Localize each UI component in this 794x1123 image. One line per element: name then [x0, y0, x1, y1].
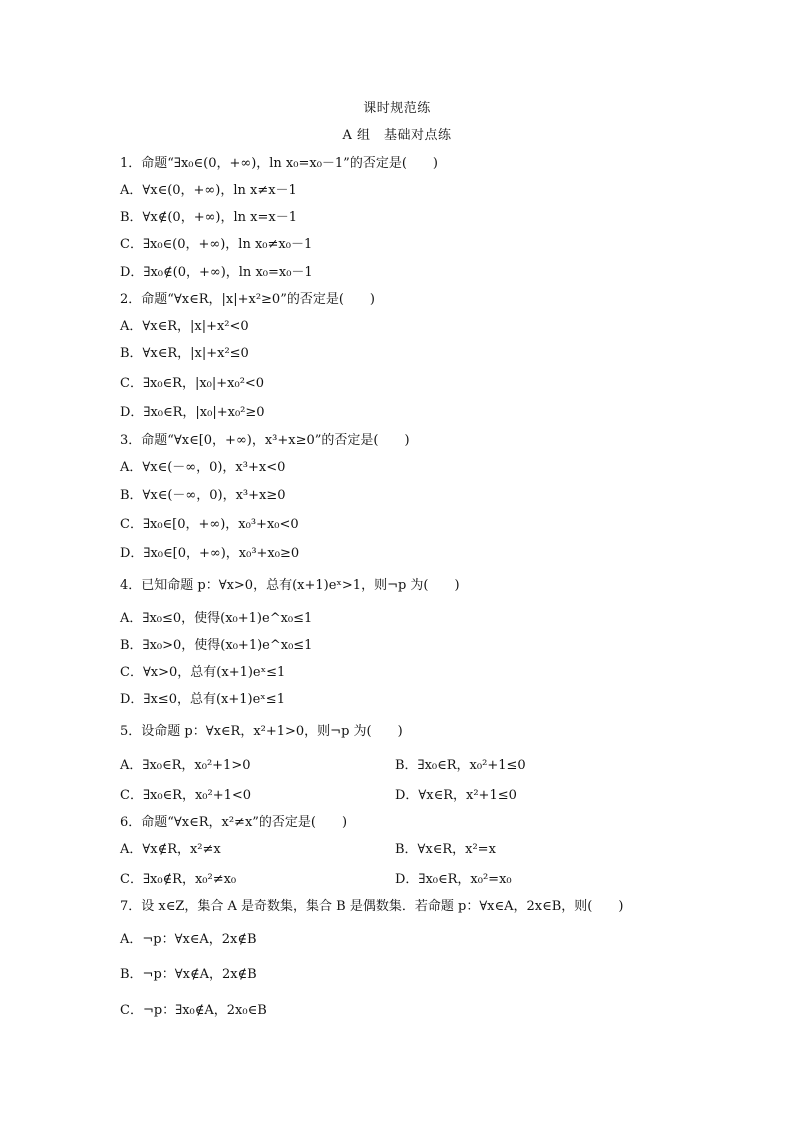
question-1-option-c: C．∃x₀∈(0，+∞)，ln x₀≠x₀－1 — [120, 237, 313, 252]
question-3-option-b: B．∀x∈(－∞，0)，x³+x≥0 — [120, 488, 286, 503]
question-3-stem: 3．命题“∀x∈[0，+∞)，x³+x≥0”的否定是( ) — [120, 433, 410, 448]
question-6-option-b: B．∀x∈R，x²=x — [395, 842, 496, 857]
question-3-option-a: A．∀x∈(－∞，0)，x³+x<0 — [120, 460, 286, 475]
question-5-option-d: D．∀x∈R，x²+1≤0 — [395, 788, 517, 803]
question-1-option-a: A．∀x∈(0，+∞)，ln x≠x－1 — [120, 183, 297, 198]
question-1-stem: 1．命题“∃x₀∈(0，+∞)，ln x₀=x₀－1”的否定是( ) — [120, 156, 438, 171]
question-5-option-b: B．∃x₀∈R，x₀²+1≤0 — [395, 758, 526, 773]
question-2-stem: 2．命题“∀x∈R，|x|+x²≥0”的否定是( ) — [120, 292, 375, 307]
question-7-option-b: B．¬p：∀x∉A，2x∉B — [120, 967, 257, 982]
question-3-option-d: D．∃x₀∈[0，+∞)，x₀³+x₀≥0 — [120, 546, 300, 561]
question-1-option-b: B．∀x∉(0，+∞)，ln x=x－1 — [120, 210, 297, 225]
question-2-option-b: B．∀x∈R，|x|+x²≤0 — [120, 346, 249, 361]
question-2-option-a: A．∀x∈R，|x|+x²<0 — [120, 319, 249, 334]
page-title: 课时规范练 — [363, 101, 431, 116]
question-4-option-c: C．∀x>0，总有(x+1)eˣ≤1 — [120, 665, 286, 680]
question-5-option-c: C．∃x₀∈R，x₀²+1<0 — [120, 788, 252, 803]
question-6-option-c: C．∃x₀∉R，x₀²≠x₀ — [120, 872, 237, 887]
question-2-option-d: D．∃x₀∈R，|x₀|+x₀²≥0 — [120, 405, 265, 420]
question-7-stem: 7．设 x∈Z，集合 A 是奇数集，集合 B 是偶数集．若命题 p：∀x∈A，2x∈B，则( ) — [120, 899, 624, 914]
question-4-option-a: A．∃x₀≤0，使得(x₀+1)e^x₀≤1 — [120, 611, 313, 626]
question-2-option-c: C．∃x₀∈R，|x₀|+x₀²<0 — [120, 376, 265, 391]
section-subtitle: A 组 基础对点练 — [342, 128, 452, 143]
question-1-option-d: D．∃x₀∉(0，+∞)，ln x₀=x₀－1 — [120, 265, 313, 280]
question-7-option-a: A．¬p：∀x∈A，2x∉B — [120, 932, 257, 947]
question-4-stem: 4．已知命题 p：∀x>0，总有(x+1)eˣ>1，则¬p 为( ) — [120, 578, 460, 593]
question-4-option-b: B．∃x₀>0，使得(x₀+1)e^x₀≤1 — [120, 638, 313, 653]
question-5-option-a: A．∃x₀∈R，x₀²+1>0 — [120, 758, 251, 773]
question-6-option-d: D．∃x₀∈R，x₀²=x₀ — [395, 872, 512, 887]
question-5-stem: 5．设命题 p：∀x∈R，x²+1>0，则¬p 为( ) — [120, 724, 403, 739]
question-6-option-a: A．∀x∉R，x²≠x — [120, 842, 221, 857]
question-6-stem: 6．命题“∀x∈R，x²≠x”的否定是( ) — [120, 815, 348, 830]
question-7-option-c: C．¬p：∃x₀∉A，2x₀∈B — [120, 1003, 267, 1018]
question-3-option-c: C．∃x₀∈[0，+∞)，x₀³+x₀<0 — [120, 517, 299, 532]
question-4-option-d: D．∃x≤0，总有(x+1)eˣ≤1 — [120, 692, 285, 707]
